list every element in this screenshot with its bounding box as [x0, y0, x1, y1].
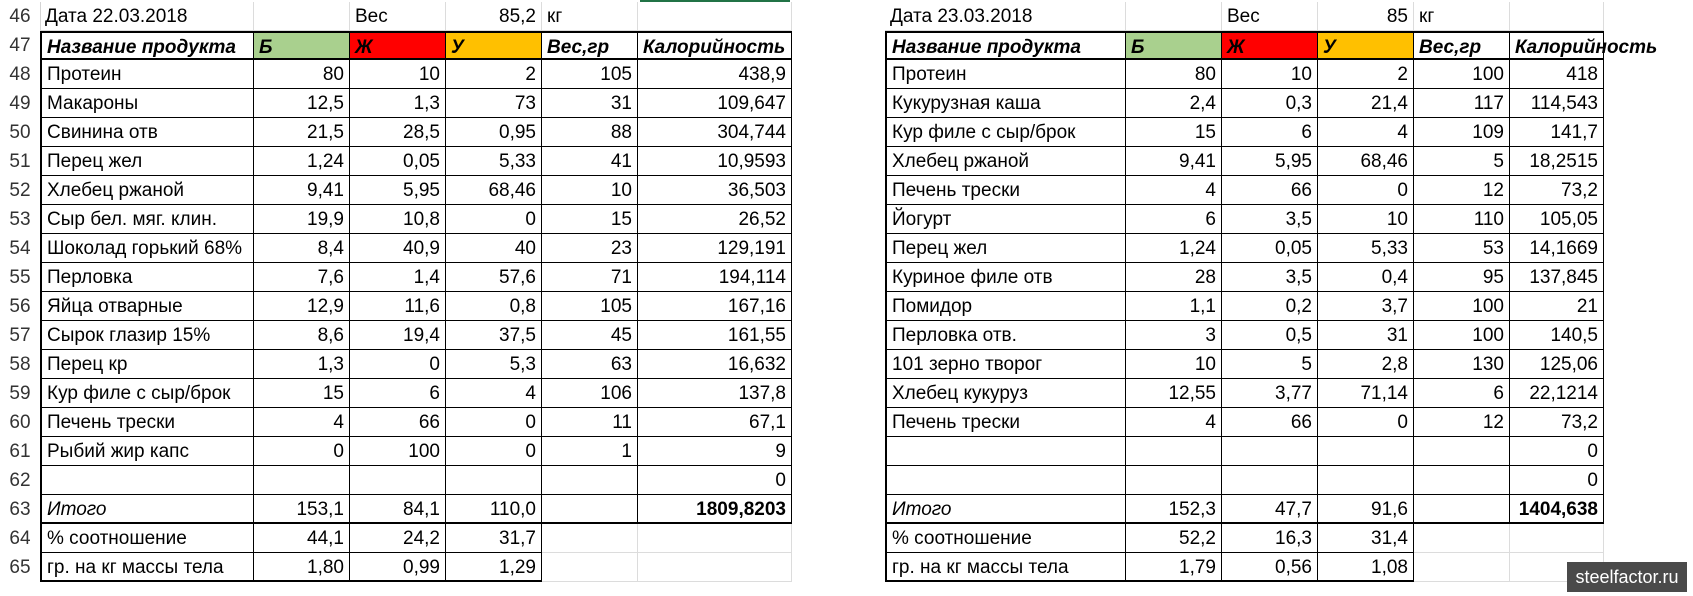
value-cell[interactable]: 5,95: [1222, 147, 1318, 176]
value-cell[interactable]: 2: [1318, 60, 1414, 89]
value-cell[interactable]: 40,9: [350, 234, 446, 263]
value-cell[interactable]: 45: [542, 321, 638, 350]
value-cell[interactable]: 5,95: [350, 176, 446, 205]
cell[interactable]: [542, 553, 638, 582]
product-name[interactable]: Перец жел: [40, 147, 254, 176]
value-cell[interactable]: 0: [446, 205, 542, 234]
value-cell[interactable]: 11: [542, 408, 638, 437]
value-cell[interactable]: 194,114: [638, 263, 792, 292]
value-cell[interactable]: [1222, 466, 1318, 495]
value-cell[interactable]: 12,9: [254, 292, 350, 321]
value-cell[interactable]: 0: [446, 408, 542, 437]
value-cell[interactable]: 117: [1414, 89, 1510, 118]
row-number[interactable]: 46: [0, 2, 41, 31]
value-cell[interactable]: 109: [1414, 118, 1510, 147]
cell[interactable]: [638, 553, 792, 582]
value-cell[interactable]: [1318, 466, 1414, 495]
value-cell[interactable]: 3,77: [1222, 379, 1318, 408]
value-cell[interactable]: 66: [1222, 408, 1318, 437]
value-cell[interactable]: 12: [1414, 408, 1510, 437]
value-cell[interactable]: 141,7: [1510, 118, 1604, 147]
value-cell[interactable]: 1,24: [254, 147, 350, 176]
value-cell[interactable]: 100: [1414, 321, 1510, 350]
value-cell[interactable]: 95: [1414, 263, 1510, 292]
value-cell[interactable]: 167,16: [638, 292, 792, 321]
total-value[interactable]: 110,0: [446, 495, 542, 524]
value-cell[interactable]: 114,543: [1510, 89, 1604, 118]
value-cell[interactable]: 0: [1510, 437, 1604, 466]
value-cell[interactable]: 110: [1414, 205, 1510, 234]
value-cell[interactable]: 11,6: [350, 292, 446, 321]
row-number[interactable]: 49: [0, 89, 41, 118]
ratio-value[interactable]: 24,2: [350, 524, 446, 553]
total-value[interactable]: [542, 495, 638, 524]
ratio-label[interactable]: % соотношение: [40, 524, 254, 553]
value-cell[interactable]: 4: [1318, 118, 1414, 147]
product-name[interactable]: Протеин: [40, 60, 254, 89]
per_kg-value[interactable]: 0,56: [1222, 553, 1318, 582]
value-cell[interactable]: 137,8: [638, 379, 792, 408]
active-cell-indicator: [640, 0, 790, 2]
per_kg-value[interactable]: 1,08: [1318, 553, 1414, 582]
value-cell[interactable]: 31: [542, 89, 638, 118]
total-value[interactable]: 1404,638: [1510, 495, 1604, 524]
value-cell[interactable]: 0: [1318, 408, 1414, 437]
row-number[interactable]: 59: [0, 379, 41, 408]
total-value[interactable]: 84,1: [350, 495, 446, 524]
value-cell[interactable]: 438,9: [638, 60, 792, 89]
value-cell[interactable]: 100: [1414, 60, 1510, 89]
row-number[interactable]: 62: [0, 466, 41, 495]
product-name[interactable]: Сырок глазир 15%: [40, 321, 254, 350]
product-name[interactable]: Рыбий жир капс: [40, 437, 254, 466]
value-cell[interactable]: 106: [542, 379, 638, 408]
ratio-value[interactable]: 31,7: [446, 524, 542, 553]
product-name[interactable]: [885, 466, 1126, 495]
value-cell[interactable]: 28,5: [350, 118, 446, 147]
watermark: steelfactor.ru: [1567, 562, 1687, 592]
value-cell[interactable]: 4: [1126, 176, 1222, 205]
value-cell[interactable]: 1,4: [350, 263, 446, 292]
value-cell[interactable]: 10: [542, 176, 638, 205]
value-cell[interactable]: 15: [254, 379, 350, 408]
total-value[interactable]: 153,1: [254, 495, 350, 524]
total-value[interactable]: 1809,8203: [638, 495, 792, 524]
value-cell[interactable]: [446, 466, 542, 495]
product-name[interactable]: Куриное филе отв: [885, 263, 1126, 292]
total-label[interactable]: Итого: [885, 495, 1126, 524]
product-name[interactable]: Перловка отв.: [885, 321, 1126, 350]
cell[interactable]: [254, 2, 350, 31]
value-cell[interactable]: 0,95: [446, 118, 542, 147]
value-cell[interactable]: 0,4: [1318, 263, 1414, 292]
product-name[interactable]: Свинина отв: [40, 118, 254, 147]
cell[interactable]: [1414, 553, 1510, 582]
value-cell[interactable]: 71,14: [1318, 379, 1414, 408]
value-cell[interactable]: 161,55: [638, 321, 792, 350]
column-header[interactable]: Название продукта: [885, 31, 1126, 60]
value-cell[interactable]: 140,5: [1510, 321, 1604, 350]
product-name[interactable]: Кур филе с сыр/брок: [885, 118, 1126, 147]
value-cell[interactable]: 9: [638, 437, 792, 466]
gap-columns: [792, 0, 885, 596]
weight-label[interactable]: Вес: [350, 2, 446, 31]
row-number[interactable]: 55: [0, 263, 41, 292]
value-cell[interactable]: 0: [1318, 176, 1414, 205]
per_kg-value[interactable]: 1,80: [254, 553, 350, 582]
value-cell[interactable]: 4: [254, 408, 350, 437]
ratio-value[interactable]: 16,3: [1222, 524, 1318, 553]
value-cell[interactable]: 37,5: [446, 321, 542, 350]
product-name[interactable]: Яйца отварные: [40, 292, 254, 321]
value-cell[interactable]: 26,52: [638, 205, 792, 234]
value-cell[interactable]: 304,744: [638, 118, 792, 147]
row-number[interactable]: 64: [0, 524, 41, 553]
value-cell[interactable]: [1126, 466, 1222, 495]
value-cell[interactable]: 19,4: [350, 321, 446, 350]
value-cell[interactable]: 15: [542, 205, 638, 234]
value-cell[interactable]: 105: [542, 60, 638, 89]
column-header[interactable]: Вес,гр: [542, 31, 638, 60]
ratio-value[interactable]: 52,2: [1126, 524, 1222, 553]
value-cell[interactable]: 109,647: [638, 89, 792, 118]
product-name[interactable]: Перловка: [40, 263, 254, 292]
value-cell[interactable]: 68,46: [1318, 147, 1414, 176]
value-cell[interactable]: [1126, 437, 1222, 466]
column-header[interactable]: Калорийность: [638, 31, 792, 60]
value-cell[interactable]: 130: [1414, 350, 1510, 379]
product-name[interactable]: [885, 437, 1126, 466]
value-cell[interactable]: 0: [254, 437, 350, 466]
product-name[interactable]: Перец кр: [40, 350, 254, 379]
value-cell[interactable]: 1,24: [1126, 234, 1222, 263]
value-cell[interactable]: 73,2: [1510, 176, 1604, 205]
value-cell[interactable]: 22,1214: [1510, 379, 1604, 408]
product-name[interactable]: Сыр бел. мяг. клин.: [40, 205, 254, 234]
value-cell[interactable]: 10: [1126, 350, 1222, 379]
value-cell[interactable]: 100: [350, 437, 446, 466]
product-name[interactable]: 101 зерно творог: [885, 350, 1126, 379]
column-header[interactable]: Калорийность: [1510, 31, 1604, 60]
value-cell[interactable]: 9,41: [1126, 147, 1222, 176]
value-cell[interactable]: 105,05: [1510, 205, 1604, 234]
value-cell[interactable]: 36,503: [638, 176, 792, 205]
value-cell[interactable]: 0,5: [1222, 321, 1318, 350]
value-cell[interactable]: 3: [1126, 321, 1222, 350]
weight-label[interactable]: Вес: [1222, 2, 1318, 31]
total-value[interactable]: 152,3: [1126, 495, 1222, 524]
per_kg-value[interactable]: 1,79: [1126, 553, 1222, 582]
value-cell[interactable]: 6: [1414, 379, 1510, 408]
value-cell[interactable]: 6: [1126, 205, 1222, 234]
row-number[interactable]: 63: [0, 495, 41, 524]
ratio-value[interactable]: 44,1: [254, 524, 350, 553]
value-cell[interactable]: [1414, 466, 1510, 495]
value-cell[interactable]: 21,4: [1318, 89, 1414, 118]
ratio-value[interactable]: 31,4: [1318, 524, 1414, 553]
value-cell[interactable]: 0: [638, 466, 792, 495]
per_kg-value[interactable]: 1,29: [446, 553, 542, 582]
value-cell[interactable]: 3,5: [1222, 205, 1318, 234]
value-cell[interactable]: 0,8: [446, 292, 542, 321]
value-cell[interactable]: 12,55: [1126, 379, 1222, 408]
product-name[interactable]: Протеин: [885, 60, 1126, 89]
value-cell[interactable]: [542, 466, 638, 495]
value-cell[interactable]: 10: [1318, 205, 1414, 234]
value-cell[interactable]: [1318, 437, 1414, 466]
weight-value[interactable]: 85,2: [446, 2, 542, 31]
value-cell[interactable]: 8,4: [254, 234, 350, 263]
row-number[interactable]: 56: [0, 292, 41, 321]
value-cell[interactable]: 88: [542, 118, 638, 147]
column-header[interactable]: Б: [254, 31, 350, 60]
column-header[interactable]: Название продукта: [40, 31, 254, 60]
product-name[interactable]: Хлебец ржаной: [40, 176, 254, 205]
per_kg-label[interactable]: гр. на кг массы тела: [40, 553, 254, 582]
value-cell[interactable]: 1,1: [1126, 292, 1222, 321]
cell[interactable]: [1126, 2, 1222, 31]
cell[interactable]: [638, 524, 792, 553]
value-cell[interactable]: 4: [1126, 408, 1222, 437]
value-cell[interactable]: 0,3: [1222, 89, 1318, 118]
value-cell[interactable]: 0: [446, 437, 542, 466]
value-cell[interactable]: 80: [254, 60, 350, 89]
weight-value[interactable]: 85: [1318, 2, 1414, 31]
total-value[interactable]: [1414, 495, 1510, 524]
value-cell[interactable]: 5: [1414, 147, 1510, 176]
column-header[interactable]: Ж: [350, 31, 446, 60]
row-number[interactable]: 48: [0, 60, 41, 89]
value-cell[interactable]: 73: [446, 89, 542, 118]
value-cell[interactable]: 1,3: [254, 350, 350, 379]
value-cell[interactable]: 1,3: [350, 89, 446, 118]
value-cell[interactable]: 418: [1510, 60, 1604, 89]
product-name[interactable]: Хлебец кукуруз: [885, 379, 1126, 408]
row-number[interactable]: 65: [0, 553, 41, 582]
value-cell[interactable]: 0,2: [1222, 292, 1318, 321]
row-number[interactable]: 47: [0, 31, 41, 60]
value-cell[interactable]: 1: [542, 437, 638, 466]
value-cell[interactable]: 2: [446, 60, 542, 89]
value-cell[interactable]: 0: [1510, 466, 1604, 495]
product-name[interactable]: Шоколад горький 68%: [40, 234, 254, 263]
value-cell[interactable]: 125,06: [1510, 350, 1604, 379]
product-name[interactable]: Перец жел: [885, 234, 1126, 263]
product-name[interactable]: Печень трески: [40, 408, 254, 437]
total-value[interactable]: 47,7: [1222, 495, 1318, 524]
value-cell[interactable]: 67,1: [638, 408, 792, 437]
value-cell[interactable]: 63: [542, 350, 638, 379]
value-cell[interactable]: 12: [1414, 176, 1510, 205]
value-cell[interactable]: 6: [1222, 118, 1318, 147]
per_kg-label[interactable]: гр. на кг массы тела: [885, 553, 1126, 582]
value-cell[interactable]: 6: [350, 379, 446, 408]
value-cell[interactable]: [350, 466, 446, 495]
value-cell[interactable]: 2,8: [1318, 350, 1414, 379]
value-cell[interactable]: 0,05: [1222, 234, 1318, 263]
value-cell[interactable]: 71: [542, 263, 638, 292]
row-number[interactable]: 58: [0, 350, 41, 379]
product-name[interactable]: Йогурт: [885, 205, 1126, 234]
value-cell[interactable]: [1414, 437, 1510, 466]
value-cell[interactable]: [1222, 437, 1318, 466]
value-cell[interactable]: 8,6: [254, 321, 350, 350]
value-cell[interactable]: 40: [446, 234, 542, 263]
cell[interactable]: [1414, 524, 1510, 553]
cell[interactable]: [1510, 524, 1604, 553]
date-cell[interactable]: Дата 23.03.2018: [885, 2, 1126, 31]
total-label[interactable]: Итого: [40, 495, 254, 524]
value-cell[interactable]: 16,632: [638, 350, 792, 379]
weight-unit[interactable]: кг: [1414, 2, 1510, 31]
column-header[interactable]: Вес,гр: [1414, 31, 1510, 60]
product-name[interactable]: Печень трески: [885, 176, 1126, 205]
column-header[interactable]: У: [446, 31, 542, 60]
value-cell[interactable]: 9,41: [254, 176, 350, 205]
product-name[interactable]: Хлебец ржаной: [885, 147, 1126, 176]
value-cell[interactable]: 14,1669: [1510, 234, 1604, 263]
product-name[interactable]: [40, 466, 254, 495]
value-cell[interactable]: 0,05: [350, 147, 446, 176]
value-cell[interactable]: 80: [1126, 60, 1222, 89]
value-cell[interactable]: 31: [1318, 321, 1414, 350]
value-cell[interactable]: 105: [542, 292, 638, 321]
value-cell[interactable]: 10,8: [350, 205, 446, 234]
value-cell[interactable]: 0: [350, 350, 446, 379]
cell[interactable]: [542, 524, 638, 553]
product-name[interactable]: Макароны: [40, 89, 254, 118]
row-number[interactable]: 54: [0, 234, 41, 263]
value-cell[interactable]: 18,2515: [1510, 147, 1604, 176]
value-cell[interactable]: 28: [1126, 263, 1222, 292]
value-cell[interactable]: 5,3: [446, 350, 542, 379]
value-cell[interactable]: 5,33: [1318, 234, 1414, 263]
row-number[interactable]: 51: [0, 147, 41, 176]
value-cell[interactable]: 3,5: [1222, 263, 1318, 292]
value-cell[interactable]: [254, 466, 350, 495]
row-number[interactable]: 61: [0, 437, 41, 466]
row-number[interactable]: 50: [0, 118, 41, 147]
value-cell[interactable]: 137,845: [1510, 263, 1604, 292]
total-value[interactable]: 91,6: [1318, 495, 1414, 524]
value-cell[interactable]: 4: [446, 379, 542, 408]
product-name[interactable]: Печень трески: [885, 408, 1126, 437]
value-cell[interactable]: 23: [542, 234, 638, 263]
weight-unit[interactable]: кг: [542, 2, 638, 31]
value-cell[interactable]: 66: [1222, 176, 1318, 205]
value-cell[interactable]: 5: [1222, 350, 1318, 379]
value-cell[interactable]: 100: [1414, 292, 1510, 321]
value-cell[interactable]: 21,5: [254, 118, 350, 147]
value-cell[interactable]: 21: [1510, 292, 1604, 321]
value-cell[interactable]: 10,9593: [638, 147, 792, 176]
row-number[interactable]: 53: [0, 205, 41, 234]
ratio-label[interactable]: % соотношение: [885, 524, 1126, 553]
row-number[interactable]: 57: [0, 321, 41, 350]
per_kg-value[interactable]: 0,99: [350, 553, 446, 582]
value-cell[interactable]: 53: [1414, 234, 1510, 263]
value-cell[interactable]: 66: [350, 408, 446, 437]
value-cell[interactable]: 2,4: [1126, 89, 1222, 118]
date-cell[interactable]: Дата 22.03.2018: [40, 2, 254, 31]
cell[interactable]: [1510, 2, 1604, 31]
column-header[interactable]: Б: [1126, 31, 1222, 60]
value-cell[interactable]: 5,33: [446, 147, 542, 176]
value-cell[interactable]: 3,7: [1318, 292, 1414, 321]
value-cell[interactable]: 41: [542, 147, 638, 176]
value-cell[interactable]: 73,2: [1510, 408, 1604, 437]
value-cell[interactable]: 19,9: [254, 205, 350, 234]
value-cell[interactable]: 12,5: [254, 89, 350, 118]
product-name[interactable]: Помидор: [885, 292, 1126, 321]
column-header[interactable]: Ж: [1222, 31, 1318, 60]
value-cell[interactable]: 10: [350, 60, 446, 89]
value-cell[interactable]: 68,46: [446, 176, 542, 205]
column-header[interactable]: У: [1318, 31, 1414, 60]
value-cell[interactable]: 15: [1126, 118, 1222, 147]
value-cell[interactable]: 7,6: [254, 263, 350, 292]
value-cell[interactable]: 57,6: [446, 263, 542, 292]
product-name[interactable]: Кур филе с сыр/брок: [40, 379, 254, 408]
row-number[interactable]: 52: [0, 176, 41, 205]
value-cell[interactable]: 129,191: [638, 234, 792, 263]
product-name[interactable]: Кукурузная каша: [885, 89, 1126, 118]
row-number[interactable]: 60: [0, 408, 41, 437]
cell[interactable]: [638, 2, 792, 31]
value-cell[interactable]: 10: [1222, 60, 1318, 89]
